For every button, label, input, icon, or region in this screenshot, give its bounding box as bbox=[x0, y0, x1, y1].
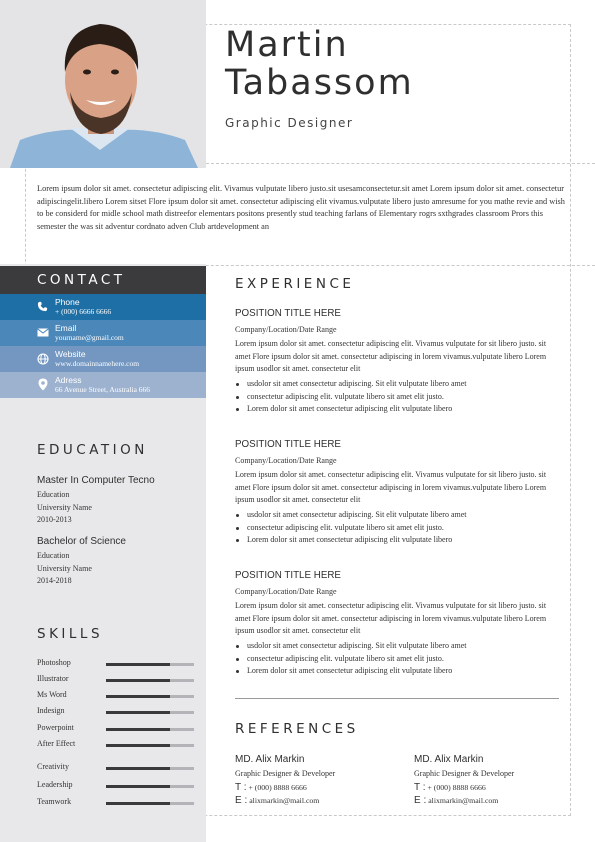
skill-level-bar bbox=[106, 767, 194, 770]
reference-role: Graphic Designer & Developer bbox=[414, 769, 515, 778]
skill-row bbox=[37, 762, 197, 774]
first-name: Martin bbox=[225, 25, 349, 65]
job-role: Graphic Designer bbox=[225, 116, 354, 130]
skill-row bbox=[37, 658, 197, 670]
email-label: E : bbox=[414, 795, 427, 806]
experience-title: EXPERIENCE bbox=[235, 276, 355, 292]
contact-address-label: Adress bbox=[55, 375, 82, 385]
education-years-1: 2010-2013 bbox=[37, 515, 72, 524]
education-school-2: University Name bbox=[37, 564, 92, 573]
skills-title: SKILLS bbox=[37, 626, 104, 642]
skill-name: Creativity bbox=[37, 762, 69, 771]
job-description-3: Lorem ipsum dolor sit amet. consectetur adipiscing elit. Vivamus vulputate for sit libero justo. sit amet Flore ipsum dolor sit amet. consectetur adipiscing in lorem vivamus.vulputate libero Lorem ipsum usodlor sit amet. consectetur elit bbox=[235, 601, 547, 635]
skill-level-fill bbox=[106, 711, 170, 714]
skill-name: Teamwork bbox=[37, 797, 72, 806]
reference-email-value[interactable]: alixmarkin@mail.com bbox=[249, 796, 320, 805]
skill-level-bar bbox=[106, 695, 194, 698]
email-label: E : bbox=[235, 795, 248, 806]
skill-row bbox=[37, 674, 197, 686]
contact-website-label: Website bbox=[55, 349, 86, 359]
job-description-2: Lorem ipsum dolor sit amet. consectetur adipiscing elit. Vivamus vulputate for sit libero justo. sit amet Flore ipsum dolor sit amet. consectetur adipiscing in lorem vivamus.vulputate libero Lorem ipsum usodlor sit amet. consectetur elit bbox=[235, 470, 547, 504]
list-item: consectetur adipiscing elit. vulputate libero sit amet elit justo. bbox=[235, 653, 560, 666]
skill-level-bar bbox=[106, 728, 194, 731]
contact-email-label: Email bbox=[55, 323, 77, 333]
reference-name: MD. Alix Markin bbox=[414, 754, 484, 765]
skill-name: Ms Word bbox=[37, 690, 67, 699]
job-bullets-3 bbox=[235, 640, 560, 678]
reference-1 bbox=[235, 754, 405, 806]
reference-email bbox=[235, 795, 405, 806]
references-divider bbox=[235, 698, 559, 699]
education-title: EDUCATION bbox=[37, 442, 148, 458]
education-field-1: Education bbox=[37, 490, 70, 499]
reference-phone bbox=[235, 782, 405, 793]
reference-email-value[interactable]: alixmarkin@mail.com bbox=[428, 796, 499, 805]
job-meta-3: Company/Location/Date Range bbox=[235, 587, 337, 596]
contact-phone-label: Phone bbox=[55, 297, 80, 307]
skill-level-fill bbox=[106, 767, 170, 770]
skill-row bbox=[37, 739, 197, 751]
name-block bbox=[225, 26, 414, 130]
phone-label: T : bbox=[235, 782, 247, 793]
skill-level-bar bbox=[106, 711, 194, 714]
skill-level-fill bbox=[106, 785, 170, 788]
education-degree-1: Master In Computer Tecno bbox=[37, 475, 155, 486]
reference-role: Graphic Designer & Developer bbox=[235, 769, 336, 778]
job-bullets-1 bbox=[235, 378, 560, 416]
education-degree-2: Bachelor of Science bbox=[37, 536, 126, 547]
globe-icon bbox=[36, 352, 49, 365]
list-item: Lorem dolor sit amet consectetur adipiscing elit vulputate libero bbox=[235, 403, 560, 416]
phone-label: T : bbox=[414, 782, 426, 793]
list-item: usdolor sit amet consectetur adipiscing. Sit elit vulputate libero amet bbox=[235, 640, 560, 653]
reference-2 bbox=[414, 754, 584, 806]
skill-name: Leadership bbox=[37, 780, 73, 789]
list-item: consectetur adipiscing elit. vulputate libero sit amet elit justo. bbox=[235, 391, 560, 404]
skill-name: Illustrator bbox=[37, 674, 69, 683]
skill-row bbox=[37, 723, 197, 735]
skill-row bbox=[37, 780, 197, 792]
skill-level-bar bbox=[106, 744, 194, 747]
skill-level-fill bbox=[106, 695, 170, 698]
education-field-2: Education bbox=[37, 551, 70, 560]
skill-row bbox=[37, 706, 197, 718]
skill-level-fill bbox=[106, 744, 170, 747]
list-item: usdolor sit amet consectetur adipiscing. Sit elit vulputate libero amet bbox=[235, 378, 560, 391]
reference-email bbox=[414, 795, 584, 806]
profile-photo bbox=[0, 0, 206, 168]
skill-row bbox=[37, 797, 197, 809]
profile-summary: Lorem ipsum dolor sit amet. consectetur adipiscing elit. Vivamus vulputate libero justo.sit usesamconsectetur.sit amet Lorem ipsum dolor sit amet. consectetur adipiscingelit.libero Lorem sitset Flore ipsum dolor sit amet. consectetur adipiscing elit vivamus.vulputate libero justo amresume for you mathe revie and wish to be considerd for midle school math distreefor elementars positons presently stud teaching farlans of Elementary rogrs sxthgrades classroom Prors this semester the was sit adventur cordnato adven Club artdevelopment an bbox=[37, 184, 565, 231]
contact-address bbox=[0, 372, 206, 398]
phone-icon bbox=[36, 300, 49, 313]
header-divider-line bbox=[206, 163, 595, 164]
job-title-2: POSITION TITLE HERE bbox=[235, 439, 341, 450]
job-title-3: POSITION TITLE HERE bbox=[235, 570, 341, 581]
location-pin-icon bbox=[36, 378, 49, 391]
job-meta-2: Company/Location/Date Range bbox=[235, 456, 337, 465]
skill-row bbox=[37, 690, 197, 702]
contact-website bbox=[0, 346, 206, 372]
list-item: usdolor sit amet consectetur adipiscing. Sit elit vulputate libero amet bbox=[235, 509, 560, 522]
job-meta-1: Company/Location/Date Range bbox=[235, 325, 337, 334]
skill-name: Indesign bbox=[37, 706, 65, 715]
contact-phone-value[interactable]: + (000) 6666 6666 bbox=[55, 307, 112, 316]
job-title-1: POSITION TITLE HERE bbox=[235, 308, 341, 319]
contact-email bbox=[0, 320, 206, 346]
mail-icon bbox=[36, 326, 49, 339]
education-school-1: University Name bbox=[37, 503, 92, 512]
contact-website-value[interactable]: www.domainnamehere.com bbox=[55, 359, 140, 368]
references-title: REFERENCES bbox=[235, 721, 359, 737]
skill-name: Photoshop bbox=[37, 658, 71, 667]
reference-name: MD. Alix Markin bbox=[235, 754, 305, 765]
list-item: Lorem dolor sit amet consectetur adipiscing elit vulputate libero bbox=[235, 665, 560, 678]
list-item: Lorem dolor sit amet consectetur adipiscing elit vulputate libero bbox=[235, 534, 560, 547]
skill-level-bar bbox=[106, 663, 194, 666]
skill-name: Powerpoint bbox=[37, 723, 74, 732]
contact-email-value[interactable]: yourname@gmail.com bbox=[55, 333, 124, 342]
reference-phone-value[interactable]: + (000) 8888 6666 bbox=[427, 783, 486, 792]
skill-level-fill bbox=[106, 728, 170, 731]
skill-level-fill bbox=[106, 663, 170, 666]
contact-address-value: 66 Avenue Street, Australia 666 bbox=[55, 385, 151, 394]
skill-level-fill bbox=[106, 679, 170, 682]
last-name: Tabassom bbox=[225, 63, 414, 103]
list-item: consectetur adipiscing elit. vulputate libero sit amet elit justo. bbox=[235, 522, 560, 535]
contact-phone bbox=[0, 294, 206, 320]
skill-level-bar bbox=[106, 785, 194, 788]
skill-level-bar bbox=[106, 802, 194, 805]
education-years-2: 2014-2018 bbox=[37, 576, 72, 585]
skill-level-fill bbox=[106, 802, 170, 805]
contact-title: CONTACT bbox=[0, 266, 206, 294]
reference-phone bbox=[414, 782, 584, 793]
skill-name: After Effect bbox=[37, 739, 76, 748]
job-bullets-2 bbox=[235, 509, 560, 547]
job-description-1: Lorem ipsum dolor sit amet. consectetur adipiscing elit. Vivamus vulputate for sit libero justo. sit amet Flore ipsum dolor sit amet. consectetur adipiscing in lorem vivamus.vulputate libero Lorem ipsum usodlor sit amet. consectetur elit bbox=[235, 339, 547, 373]
skill-level-bar bbox=[106, 679, 194, 682]
reference-phone-value[interactable]: + (000) 8888 6666 bbox=[248, 783, 307, 792]
